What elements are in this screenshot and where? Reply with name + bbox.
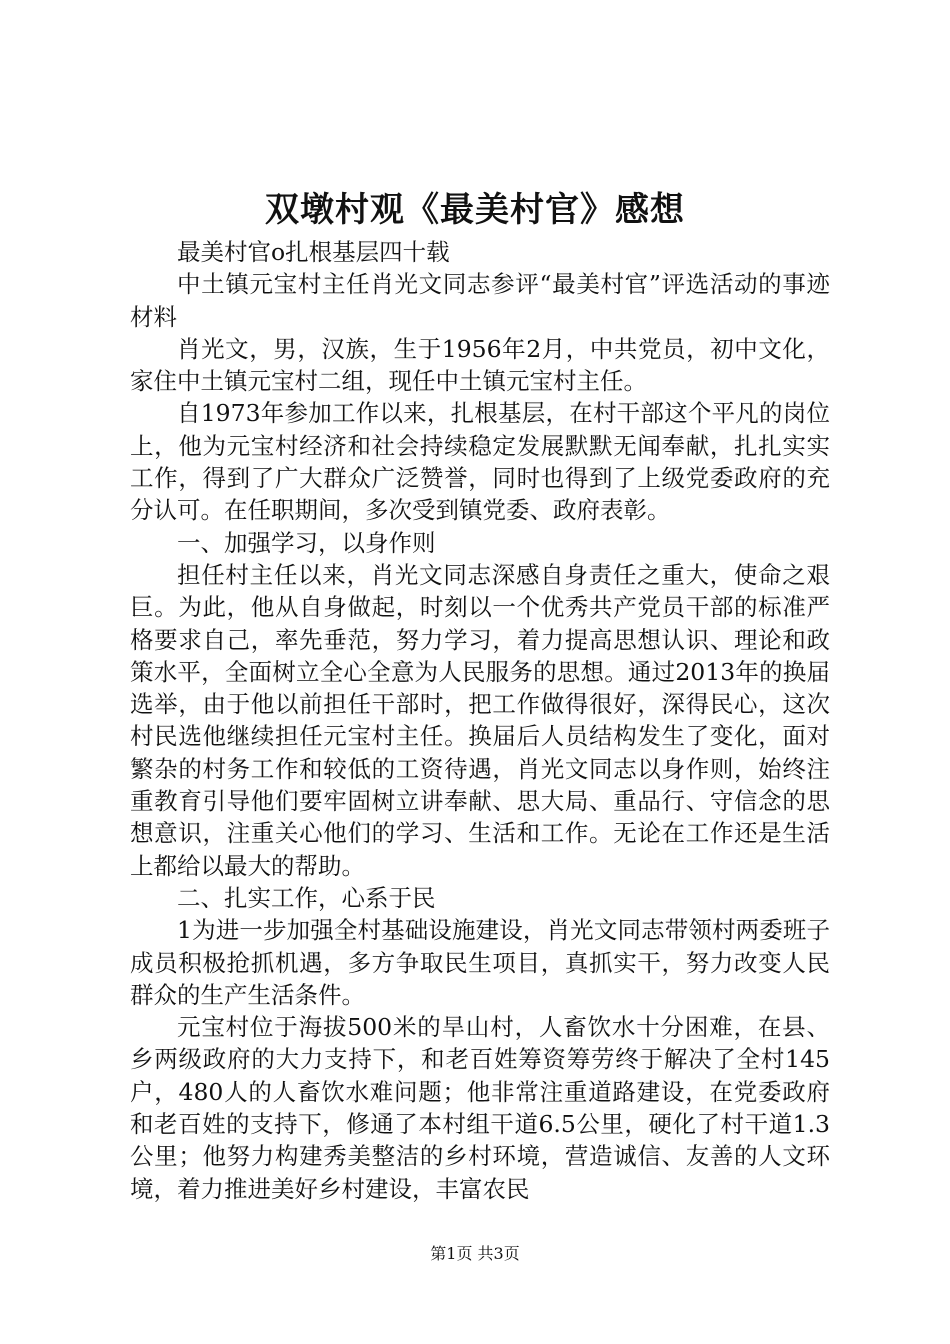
paragraph-career: 自1973年参加工作以来，扎根基层，在村干部这个平凡的岗位上，他为元宝村经济和社会持续稳定发展默默无闻奉献，扎扎实实工作，得到了广大群众广泛赞誉，同时也得到了上级党委政府的充分认可。在任职期间，多次受到镇党委、政府表彰。	[130, 399, 830, 525]
document-body	[130, 236, 830, 1205]
paragraph-profile: 肖光文，男，汉族，生于1956年2月，中共党员，初中文化，家住中土镇元宝村二组，现任中土镇元宝村主任。	[130, 334, 830, 396]
paragraph-section-1: 担任村主任以来，肖光文同志深感自身责任之重大，使命之艰巨。为此，他从自身做起，时刻以一个优秀共产党员干部的标准严格要求自己，率先垂范，努力学习，着力提高思想认识、理论和政策水平，全面树立全心全意为人民服务的思想。通过2013年的换届选举，由于他以前担任干部时，把工作做得很好，深得民心，这次村民选他继续担任元宝村主任。换届后人员结构发生了变化，面对繁杂的村务工作和较低的工资待遇，肖光文同志以身作则，始终注重教育引导他们要牢固树立讲奉献、思大局、重品行、守信念的思想意识，注重关心他们的学习、生活和工作。无论在工作还是生活上都给以最大的帮助。	[130, 560, 830, 880]
paragraph-village: 元宝村位于海拔500米的旱山村，人畜饮水十分困难，在县、乡两级政府的大力支持下，和老百姓筹资筹劳终于解决了全村145户，480人的人畜饮水难问题；他非常注重道路建设，在党委政府和老百姓的支持下，修通了本村组干道6.5公里，硬化了村干道1.3公里；他努力构建秀美整洁的乡村环境，营造诚信、友善的人文环境，着力推进美好乡村建设，丰富农民	[130, 1013, 830, 1203]
paragraph-subtitle: 最美村官o扎根基层四十载	[177, 238, 450, 266]
paragraph-material-title: 中土镇元宝村主任肖光文同志参评“最美村官”评选活动的事迹材料	[130, 270, 830, 331]
document-title: 双墩村观《最美村官》感想	[265, 190, 685, 230]
section-heading-1: 一、加强学习，以身作则	[177, 528, 436, 557]
paragraph-infrastructure: 1为进一步加强全村基础设施建设，肖光文同志带领村两委班子成员积极抢抓机遇，多方争取民生项目，真抓实干，努力改变人民群众的生产生活条件。	[130, 916, 830, 1009]
section-heading-2: 二、扎实工作，心系于民	[177, 883, 436, 912]
page-footer: 第1页 共3页	[430, 1244, 520, 1263]
